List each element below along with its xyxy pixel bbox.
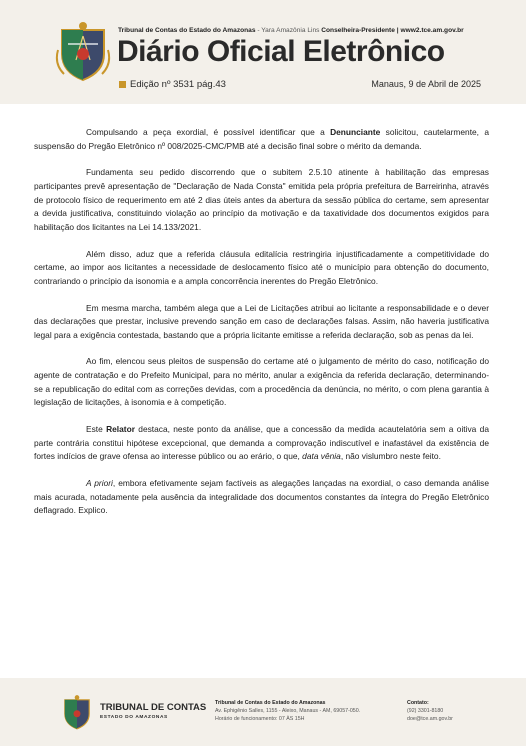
square-bullet-icon — [119, 81, 126, 88]
tce-seal-small-icon — [60, 694, 94, 730]
paragraph-3: Além disso, aduz que a referida cláusula editalícia restringiria injustificadamente a competitividade do certame, ao impor aos licitantes a necessidade de deslocamento físico até o município para obtenção do documento, contrariando o princípio da isonomia e a ampla concorrência inerentes do Pregão Eletrônico. — [34, 248, 489, 286]
edition-info — [119, 79, 226, 90]
tce-seal-icon — [54, 20, 112, 82]
emphasis-denunciante: Denunciante — [330, 127, 381, 137]
page-title: Diário Oficial Eletrônico — [117, 35, 445, 68]
header-band — [0, 0, 526, 104]
footer-address-title: Tribunal de Contas do Estado do Amazonas — [215, 700, 326, 706]
paragraph-2: Fundamenta seu pedido discorrendo que o subitem 2.5.10 atinente à habilitação das empresas participantes prevê apresentação de "Declaração de Nada Consta" emitida pela própria prefeitura de Barreirinha, através de protocolo físico de requerimento em até 2 dias úteis antes da abertura da sessão pública do certame, sem apresentar a devida justificativa, constituindo violação ao princípio da motivação e da taxatividade dos documentos exigidos para habilitação dos licitantes na Lei 14.133/2021. — [34, 167, 489, 232]
header-info-line — [118, 27, 492, 34]
footer-org-sub: ESTADO DO AMAZONAS — [100, 715, 168, 720]
edition-label: Edição nº 3531 pág.43 — [130, 79, 226, 90]
emphasis-relator: Relator — [106, 424, 135, 435]
paragraph-5: Ao fim, elencou seus pleitos de suspensão do certame até o julgamento de mérito do caso, notificação do agente de contratação e do Prefeito Municipal, para no mérito, anular a exigência da referida declaração, determinando-se a republicação do edital com as correções devidas, com a procedência da denúncia, no mérito, o com plena garantia à legislação de licitações, à isonomia e à competição. — [34, 356, 489, 408]
paragraph-6: Este Relator destaca, neste ponto da análise, que a concessão da medida acautelatória sem a oitiva da parte contrária constitui hipótese excepcional, que demanda a comprovação indiscutível e inafastável da existência de fortes indícios de grave ofensa ao interesse público ou ao erário, o que, data vênia, não vislumbro neste feito. — [34, 424, 489, 462]
publication-date: Manaus, 9 de Abril de 2025 — [371, 79, 481, 89]
document-body — [34, 126, 489, 531]
footer-address-line: Av. Ephigênio Salles, 1155 - Aleixo, Manaus - AM, 69057-050. — [215, 708, 361, 714]
org-name: Tribunal de Contas do Estado do Amazonas — [118, 27, 256, 34]
footer-phone: (92) 3301-8180 — [407, 708, 444, 714]
paragraph-7: A priori, embora efetivamente sejam factíveis as alegações lançadas na exordial, o caso demanda análise mais acurada, notadamente pela ausência da integralidade dos documentos constantes da íntegra do Pregão Eletrônico deflagrado. Explico. — [34, 478, 490, 516]
footer-contact-title: Contato: — [407, 700, 429, 706]
footer-hours: Horário de funcionamento: 07 ÀS 15H — [215, 716, 305, 722]
emphasis-a-priori: A priori — [86, 478, 113, 488]
footer-contact — [407, 699, 453, 723]
paragraph-4: Em mesma marcha, também alega que a Lei de Licitações atribui ao licitante a responsabilidade e o dever das declarações que prestar, inclusive prevendo sanção em caso de declarações falsas. Assim, não haveria justificativa legal para a exigência contestada, bastando que a própria licitante emitisse a referida declaração, sob as penas da lei. — [34, 302, 489, 340]
website-link[interactable]: www2.tce.am.gov.br — [400, 27, 464, 34]
emphasis-data-venia: data vênia — [302, 451, 341, 462]
footer-email[interactable]: doe@tce.am.gov.br — [407, 716, 453, 722]
footer-org-name: TRIBUNAL DE CONTAS — [100, 702, 207, 713]
president-role: Conselheira-Presidente — [321, 27, 395, 34]
president-name: Yara Amazônia Lins — [261, 27, 322, 34]
footer-address — [215, 699, 360, 723]
separator: - — [255, 27, 262, 34]
website-separator: | — [394, 27, 401, 34]
footer-band — [0, 678, 526, 746]
paragraph-1: Compulsando a peça exordial, é possível identificar que a Denunciante solicitou, cautelarmente, a suspensão do Pregão Eletrônico nº 008/2025-CMC/PMB até a decisão final sobre o mérito da demanda. — [34, 127, 490, 151]
